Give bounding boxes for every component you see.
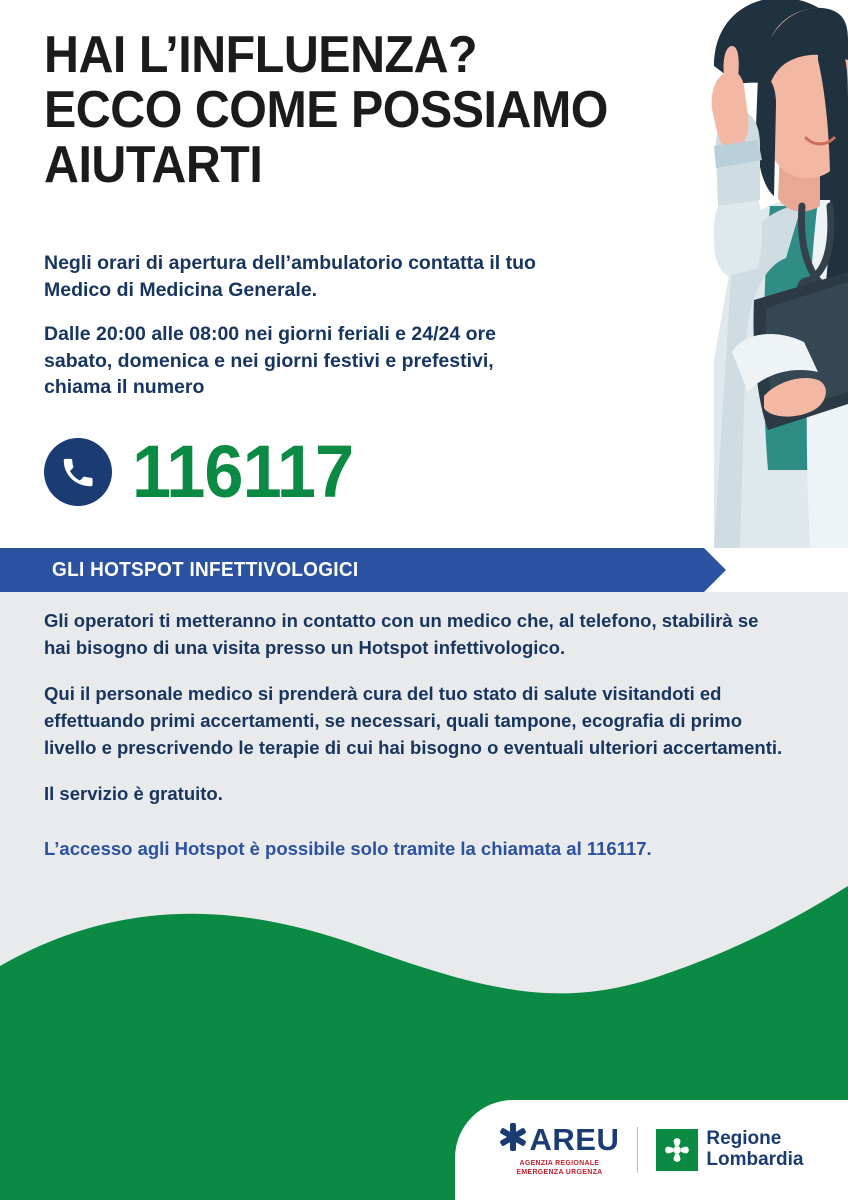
areu-subtitle	[516, 1160, 602, 1178]
body-paragraph-highlight: L’accesso agli Hotspot è possibile solo tramite la chiamata al 116117.	[44, 837, 652, 859]
body-paragraph-3: Il servizio è gratuito.	[44, 783, 223, 805]
page-title	[44, 28, 676, 193]
footer-logos	[455, 1100, 848, 1200]
body-section	[0, 592, 848, 1200]
top-section	[0, 0, 848, 548]
phone-number: 116117	[132, 429, 354, 513]
areu-subtitle-line-2: EMERGENZA URGENZA	[516, 1169, 603, 1176]
areu-wordmark: AREU	[529, 1122, 620, 1158]
intro-paragraph-2: Dalle 20:00 alle 08:00 nei giorni feriali e 24/24 ore sabato, domenica e nei giorni festivi e prefestivi, chiama il numero	[44, 323, 496, 399]
regione-lombardia-logo	[656, 1129, 803, 1171]
headline-line-3: AIUTARTI	[44, 136, 263, 195]
areu-logo	[500, 1122, 620, 1178]
body-paragraph-2: Qui il personale medico si prenderà cura del tuo stato di salute visitandoti ed effettuando primi accertamenti, se necessari, quali tampone, ecografia di primo livello e prescrivendo le terapie di cui hai bisogno o eventuali ulteriori accertamenti.	[44, 683, 783, 758]
body-paragraph-1: Gli operatori ti metteranno in contatto con un medico che, al telefono, stabilirà se hai bisogno di una visita presso un Hotspot infettivologico.	[44, 610, 759, 658]
phone-number-block	[44, 429, 365, 513]
regione-line-1: Regione	[706, 1128, 782, 1150]
intro-paragraph-1: Negli orari di apertura dell’ambulatorio contatta il tuo Medico di Medicina Generale.	[44, 252, 536, 301]
areu-logo-main	[500, 1122, 620, 1157]
star-of-life-icon	[500, 1122, 526, 1157]
section-band-title: GLI HOTSPOT INFETTIVOLOGICI	[52, 559, 359, 581]
headline-line-2: ECCO COME POSSIAMO	[44, 81, 608, 140]
headline-line-1: HAI L’INFLUENZA?	[44, 26, 478, 84]
section-band	[0, 548, 704, 592]
body-text	[44, 608, 784, 883]
regione-lombardia-wordmark	[706, 1129, 803, 1170]
logo-divider	[637, 1127, 638, 1173]
regione-line-2: Lombardia	[706, 1149, 804, 1170]
areu-subtitle-line-1: AGENZIA REGIONALE	[519, 1160, 600, 1168]
intro-text	[44, 250, 544, 419]
rosa-camuna-icon	[656, 1129, 698, 1171]
phone-icon	[44, 438, 112, 506]
